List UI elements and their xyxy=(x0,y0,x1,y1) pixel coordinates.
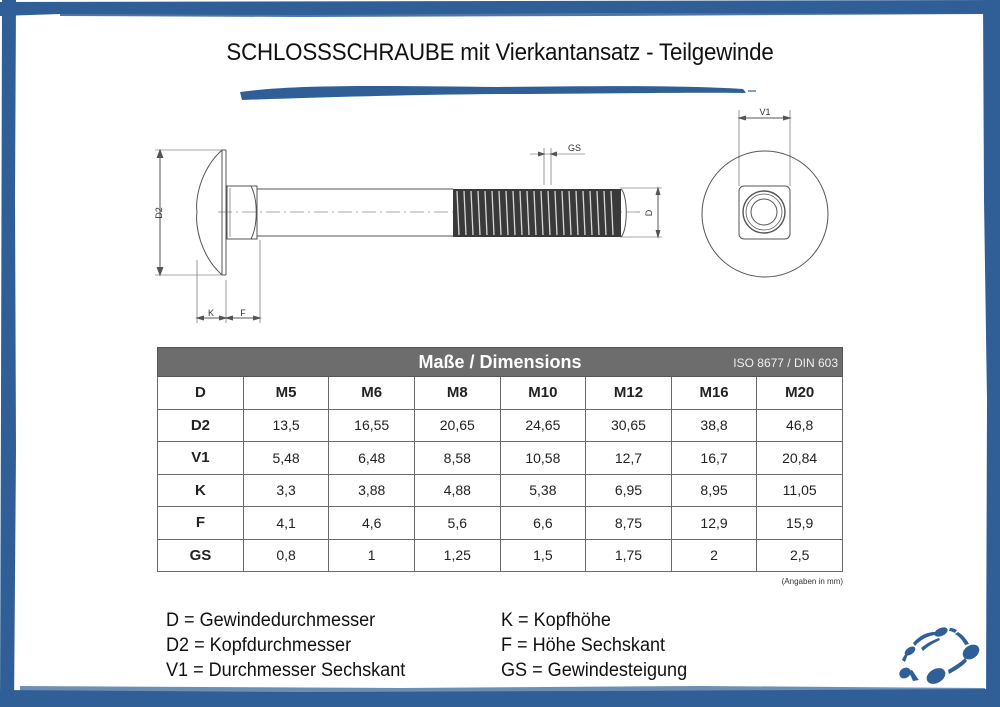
table-row xyxy=(158,539,843,572)
table-header xyxy=(158,348,843,377)
table-cell: 4,6 xyxy=(329,507,415,540)
row-header: V1 xyxy=(158,442,244,475)
table-cell: 16,7 xyxy=(671,442,757,475)
bolt-drawing xyxy=(140,100,860,340)
column-header: D xyxy=(158,377,244,410)
label-d2: D2 xyxy=(154,207,164,219)
table-cell: 13,5 xyxy=(243,409,329,442)
legend-item: F = Höhe Sechskant xyxy=(501,635,666,656)
label-gs: GS xyxy=(568,143,582,153)
table-cell: 0,8 xyxy=(243,539,329,572)
column-header: M10 xyxy=(500,377,586,410)
table-cell: 1,25 xyxy=(414,539,500,572)
column-header: M20 xyxy=(757,377,843,410)
table-row xyxy=(158,474,843,507)
table-cell: 2,5 xyxy=(757,539,843,572)
table-cell: 4,1 xyxy=(243,507,329,540)
table-standard: ISO 8677 / DIN 603 xyxy=(733,356,838,370)
brand-logo-icon xyxy=(893,618,988,693)
table-cell: 1,75 xyxy=(586,539,672,572)
legend-left xyxy=(166,608,405,683)
table-cell: 5,38 xyxy=(500,474,586,507)
legend-item: V1 = Durchmesser Sechskant xyxy=(166,660,406,681)
table-cell: 3,3 xyxy=(243,474,329,507)
table-cell: 3,88 xyxy=(329,474,415,507)
row-header: F xyxy=(158,507,244,540)
label-v1: V1 xyxy=(759,107,771,117)
dimensions-table xyxy=(157,347,843,572)
table-cell: 6,48 xyxy=(329,442,415,475)
table-cell: 30,65 xyxy=(586,409,672,442)
column-header: M5 xyxy=(243,377,329,410)
table-cell: 24,65 xyxy=(500,409,586,442)
table-cell: 16,55 xyxy=(329,409,415,442)
table-cell: 4,88 xyxy=(414,474,500,507)
table-cell: 20,65 xyxy=(414,409,500,442)
table-cell: 6,6 xyxy=(500,507,586,540)
table-column-headers xyxy=(158,377,843,410)
column-header: M12 xyxy=(586,377,672,410)
table-title: Maße / Dimensions xyxy=(418,351,582,372)
label-d: D xyxy=(644,209,654,217)
table-cell: 15,9 xyxy=(757,507,843,540)
table-row xyxy=(158,409,843,442)
page-title: SCHLOSSSCHRAUBE mit Vierkantansatz - Teilgewinde xyxy=(226,39,774,66)
label-f: F xyxy=(240,308,246,318)
table-cell: 1,5 xyxy=(500,539,586,572)
legend-item: D = Gewindedurchmesser xyxy=(166,610,376,631)
legend-item: K = Kopfhöhe xyxy=(501,610,611,631)
legend-right xyxy=(501,608,687,683)
table-cell: 11,05 xyxy=(757,474,843,507)
row-header: K xyxy=(158,474,244,507)
table-cell: 2 xyxy=(671,539,757,572)
legend-item: D2 = Kopfdurchmesser xyxy=(166,635,352,656)
row-header: D2 xyxy=(158,409,244,442)
table-row xyxy=(158,442,843,475)
table-cell: 12,7 xyxy=(586,442,672,475)
table-cell: 8,75 xyxy=(586,507,672,540)
column-header: M6 xyxy=(329,377,415,410)
units-note: (Angaben in mm) xyxy=(781,577,843,586)
column-header: M8 xyxy=(414,377,500,410)
table-cell: 46,8 xyxy=(757,409,843,442)
label-k: K xyxy=(207,308,215,318)
table-cell: 6,95 xyxy=(586,474,672,507)
table-cell: 8,95 xyxy=(671,474,757,507)
thread-section xyxy=(453,189,626,237)
table-cell: 5,6 xyxy=(414,507,500,540)
table-cell: 1 xyxy=(329,539,415,572)
row-header: GS xyxy=(158,539,244,572)
column-header: M16 xyxy=(671,377,757,410)
legend-item: GS = Gewindesteigung xyxy=(501,660,688,681)
table-cell: 10,58 xyxy=(500,442,586,475)
table-cell: 8,58 xyxy=(414,442,500,475)
brush-underline xyxy=(238,80,758,102)
table-row xyxy=(158,507,843,540)
table-cell: 5,48 xyxy=(243,442,329,475)
table-cell: 38,8 xyxy=(671,409,757,442)
table-cell: 20,84 xyxy=(757,442,843,475)
table-cell: 12,9 xyxy=(671,507,757,540)
